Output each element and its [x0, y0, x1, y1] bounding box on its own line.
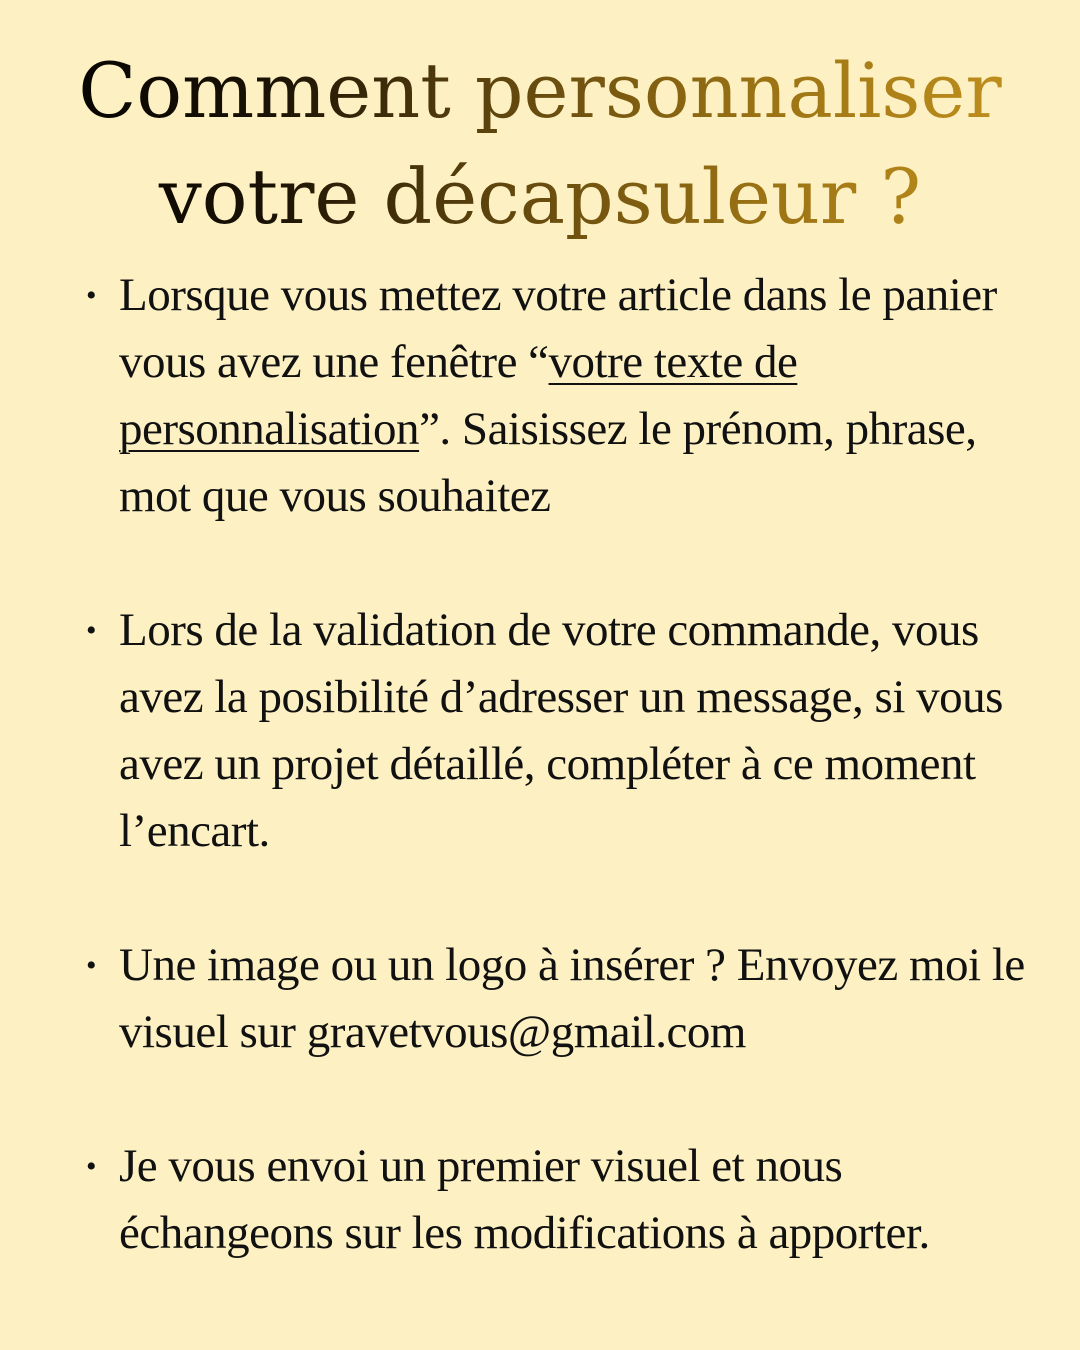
- list-item-text: Une image ou un logo à insérer ? Envoyez moi le visuel sur gravetvous@gmail.com: [119, 939, 1025, 1058]
- bullet-marker: •: [86, 949, 97, 982]
- item-text-before: Lorsque vous mettez votre article dans le panier vous avez une fenêtre “: [119, 269, 997, 388]
- list-item: [86, 1133, 1026, 1267]
- personalization-field-link: votre texte de personnalisation: [119, 336, 798, 455]
- title-line-1: Comment personnaliser: [78, 46, 1002, 135]
- bullet-marker: •: [86, 614, 97, 647]
- item-text-after: ”. Saisissez le prénom, phrase, mot que vous souhaitez: [119, 403, 977, 522]
- title-line-2: votre décapsuleur ?: [158, 152, 922, 241]
- list-item: [86, 262, 1026, 530]
- list-item-text: [119, 262, 1026, 530]
- list-item: [86, 932, 1026, 1066]
- bullet-marker: •: [86, 279, 97, 312]
- list-item: [86, 597, 1026, 865]
- list-item-text: Je vous envoi un premier visuel et nous échangeons sur les modifications à apporter.: [119, 1140, 930, 1259]
- bullet-marker: •: [86, 1150, 97, 1183]
- page-title: [0, 38, 1080, 250]
- list-item-text: Lors de la validation de votre commande, vous avez la posibilité d’adresser un message, si vous avez un projet détaillé, compléter à ce moment l’encart.: [119, 604, 1003, 857]
